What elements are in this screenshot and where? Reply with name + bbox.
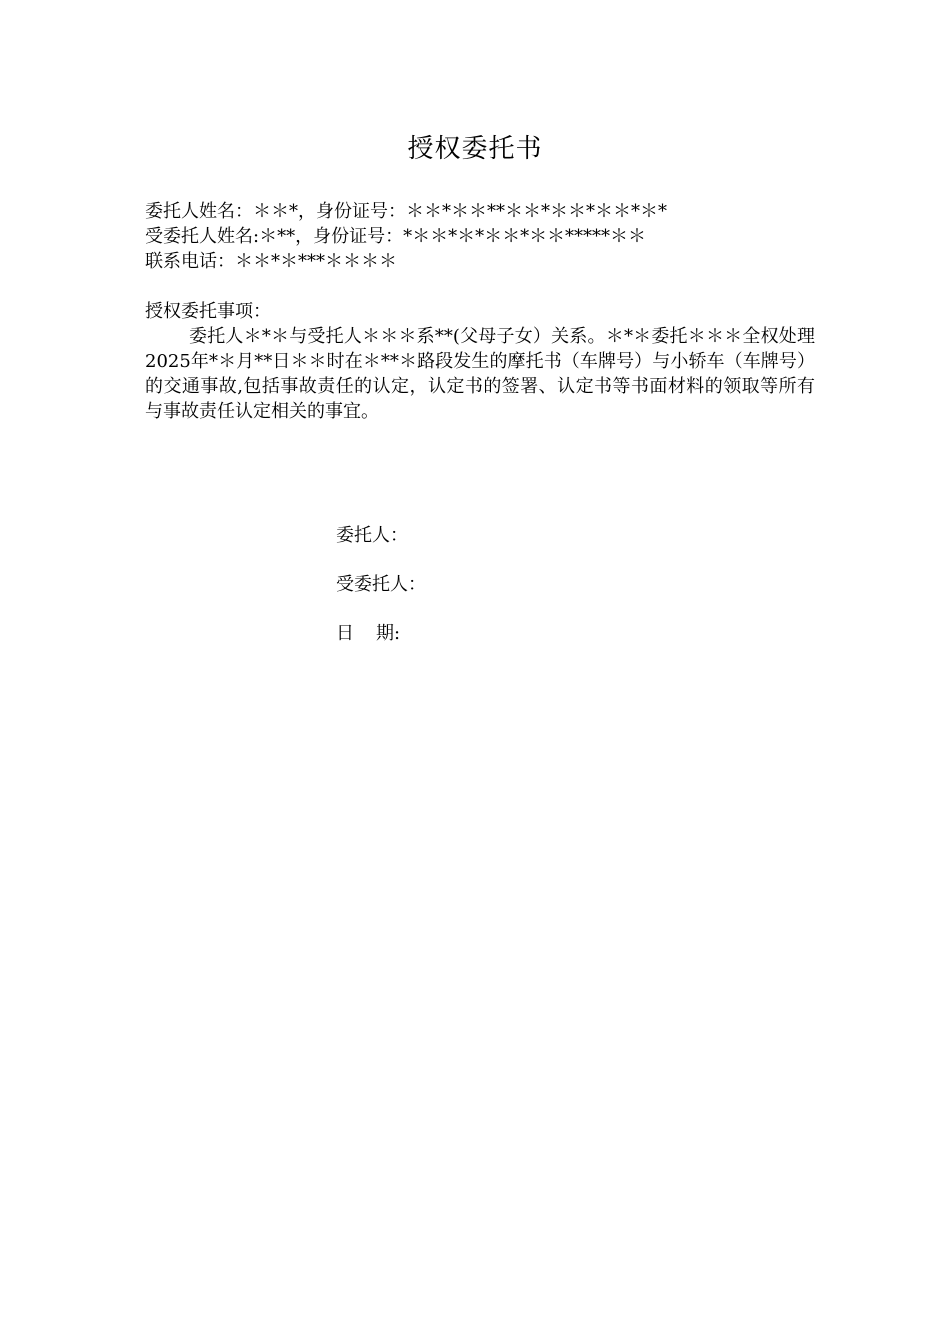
document-title: 授权委托书 [407, 134, 543, 164]
matters-heading: 授权委托事项： [145, 301, 271, 322]
date-label [336, 621, 426, 646]
date-label-part-1: 日 [336, 623, 354, 644]
agent-signature-label: 受委托人： [336, 574, 426, 595]
date-label-part-2: 期: [376, 623, 401, 644]
party-info [145, 199, 815, 274]
principal-signature-label: 委托人： [336, 525, 408, 546]
matters-body: 委托人＊*＊与受托人＊＊＊系**(父母子女）关系。＊*＊委托＊＊＊全权处理2025年*＊月**日＊＊时在＊**＊路段发生的摩托书（车牌号）与小轿车（车牌号）的交通事故,包括事故责任的认定，认定书的签署、认定书等书面材料的领取等所有与事故责任认定相关的事宜。 [145, 326, 815, 422]
authorization-matters [145, 299, 815, 424]
signature-block [336, 523, 426, 670]
principal-info-line: 委托人姓名：＊＊*，身份证号：＊＊*＊＊**＊＊*＊＊*＊＊*＊* [145, 201, 667, 222]
phone-info-line: 联系电话：＊＊*＊***＊＊＊＊ [145, 251, 397, 272]
agent-info-line: 受委托人姓名:＊**，身份证号：*＊＊*＊*＊＊*＊＊*****＊＊ [145, 226, 647, 247]
